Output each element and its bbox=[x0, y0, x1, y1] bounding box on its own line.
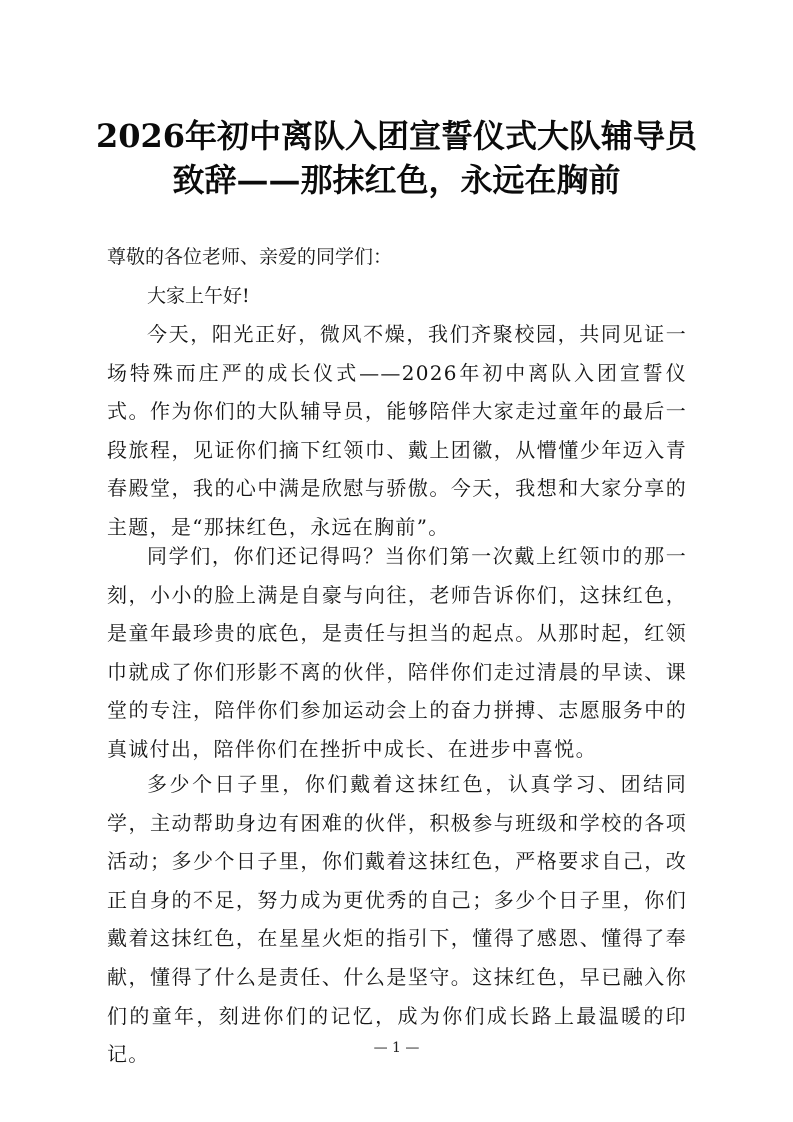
body-paragraph: 多少个日子里，你们戴着这抹红色，认真学习、团结同学，主动帮助身边有困难的伙伴，积极参与班级和学校的各项活动；多少个日子里，你们戴着这抹红色，严格要求自己，改正自身的不足，努力成为更优秀的自己；多少个日子里，你们戴着这抹红色，在星星火炬的指引下，懂得了感恩、懂得了奉献，懂得了什么是责任、什么是坚守。这抹红色，早已融入你们的童年，刻进你们的记忆，成为你们成长路上最温暖的印记。 bbox=[107, 772, 687, 1067]
document-title-line-2: 致辞——那抹红色，永远在胸前 bbox=[172, 161, 621, 199]
body-paragraph: 同学们，你们还记得吗？当你们第一次戴上红领巾的那一刻，小小的脸上满是自豪与向往，老师告诉你们，这抹红色，是童年最珍贵的底色，是责任与担当的起点。从那时起，红领巾就成了你们形影不离的伙伴，陪伴你们走过清晨的早读、课堂的专注，陪伴你们参加运动会上的奋力拼搏、志愿服务中的真诚付出，陪伴你们在挫折中成长、在进步中喜悦。 bbox=[107, 544, 687, 761]
greeting: 大家上午好! bbox=[147, 285, 250, 307]
document-title-line-1: 2026年初中离队入团宣誓仪式大队辅导员 bbox=[95, 117, 698, 155]
page-number: — 1 — bbox=[373, 1040, 420, 1056]
body-paragraph: 今天，阳光正好，微风不燥，我们齐聚校园，共同见证一场特殊而庄严的成长仪式——2026年初中离队入团宣誓仪式。作为你们的大队辅导员，能够陪伴大家走过童年的最后一段旅程，见证你们摘下红领巾、戴上团徽，从懵懂少年迈入青春殿堂，我的心中满是欣慰与骄傲。今天，我想和大家分享的主题，是“那抹红色，永远在胸前”。 bbox=[107, 322, 687, 539]
salutation: 尊敬的各位老师、亲爱的同学们： bbox=[107, 246, 393, 268]
